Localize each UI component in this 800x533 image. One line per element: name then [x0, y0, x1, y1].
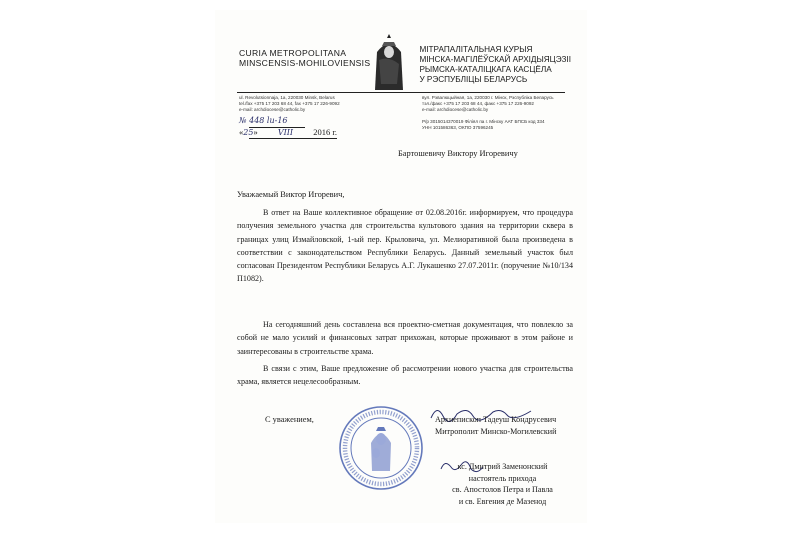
right-contacts [422, 95, 554, 114]
date-underline [249, 138, 337, 139]
header-cyrillic [419, 45, 571, 85]
reference-date: «25» VIII 2016 г. [239, 127, 337, 137]
header-cyr-line4: У РЭСПУБЛІЦЫ БЕЛАРУСЬ [419, 75, 528, 84]
signatory-archbishop-title: Митрополит Минско-Могилевский [435, 426, 557, 436]
paragraph-2: На сегодняшний день составлена вся проектно-сметная документация, что повлекло за собой не мало усилий и финансовых затрат прихожан, которые проживают в этом районе и заинтересованы в строительстве храма. [237, 320, 573, 356]
church-stamp-icon [338, 405, 424, 491]
header-latin-line1: CURIA METROPOLITANA [239, 48, 347, 58]
bank-details [422, 119, 545, 131]
date-day: 25 [243, 128, 254, 137]
right-contact-phone: тэл./факс +375 17 203 68 44, факс +375 17 226-9092 [422, 101, 534, 107]
reference-number: № 448 lu-16 [239, 116, 288, 125]
date-month: VIII [277, 128, 294, 137]
madonna-emblem-icon [370, 32, 408, 94]
header-cyr-line1: МІТРАПАЛІТАЛЬНАЯ КУРЫЯ [419, 45, 533, 54]
greeting: Уважаемый Виктор Игоревич, [237, 190, 345, 199]
signatory-priest-name: кс. Дмитрий Заменонский [457, 462, 548, 471]
signatory-priest-parish-2: и св. Евгения де Мазенод [458, 496, 547, 506]
closing: С уважением, [265, 415, 314, 424]
header-cyr-line3: РЫМСКА-КАТАЛІЦКАГА КАСЦЁЛА [419, 65, 552, 74]
date-year: 2016 г. [313, 127, 337, 137]
recipient: Бартошевичу Виктору Игоревичу [398, 149, 518, 158]
right-contact-email: e-mail: archdiocese@catholic.by [422, 107, 489, 113]
signatory-priest-parish: св. Апостолов Петра и Павла [452, 485, 553, 494]
right-contact-address: вул. Рэвалюцыйная, 1а, 220030 г. Мінск, Рэспубліка Беларусь [422, 95, 554, 100]
signatory-priest-title: настоятель прихода [468, 473, 537, 483]
signatory-archbishop-name: Архиепископ Тадеуш Кондрусевич [435, 415, 557, 424]
header-latin [239, 48, 370, 68]
header-divider [237, 92, 565, 93]
left-contacts [239, 95, 340, 114]
header-cyr-line2: МІНСКА-МАГІЛЁЎСКАЙ АРХІДЫЯЦЭЗІІ [419, 55, 571, 64]
signatory-archbishop [435, 414, 556, 437]
bank-account-line: Р/р 3015014370019 Філіял па г. Мінску ААТ БПСБ код 334 [422, 119, 545, 124]
left-contact-email: e-mail: archdiocese@catholic.by [239, 107, 306, 113]
signatory-priest [435, 461, 570, 507]
letter-page [215, 10, 587, 523]
left-contact-phone: tel./fax +375 17 203 68 44, fax +375 17 226-9092 [239, 101, 340, 107]
paragraph-1: В ответ на Ваше коллективное обращение от 02.08.2016г. информируем, что процедура получения земельного участка для строительства культового здания на территории сквера в границах улиц Измайловской, 1-ый пер. Крыловича, ул. Мелиоративной была произведена в соответствии с законодательством Республики Беларусь. Данный земельный участок был согласован Президентом Республики Беларусь А.Г. Лукашенко 27.07.2011г. (поручение №10/134 П1082). [237, 208, 573, 284]
paragraph-3: В связи с этим, Ваше предложение об рассмотрении нового участка для строительства храма, является нецелесообразным. [237, 364, 573, 387]
header-latin-line2: MINSCENSIS-MOHILOVIENSIS [239, 58, 371, 68]
bank-ids-line: УНН 101586363, ОКПО 37596245 [422, 125, 494, 131]
left-contact-address: ul. Revolutsionnaja, 1a, 220030 Minsk, Belarus [239, 95, 335, 100]
